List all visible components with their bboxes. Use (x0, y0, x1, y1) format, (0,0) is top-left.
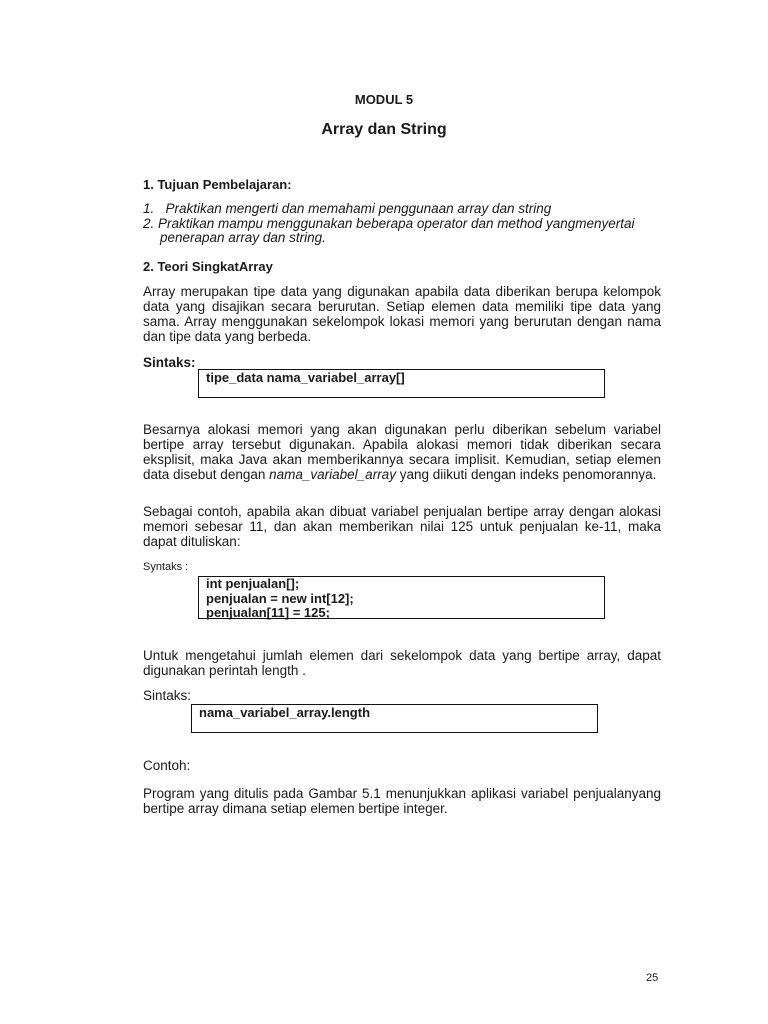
module-label: MODUL 5 (354, 92, 414, 107)
code-box-declaration (198, 369, 605, 398)
paragraph-text: Besarnya alokasi memori yang akan digunakan perlu diberikan sebelum variabel bertipe array tersebut digunakan. Apabila alokasi memori tidak diberikan secara eksplisit, maka Java akan memberikannya secara implisit. Kemudian, setiap elemen data disebut dengan (143, 422, 661, 482)
paragraph-length: Untuk mengetahui jumlah elemen dari sekelompok data yang bertipe array, dapat digunakan perintah length . (143, 648, 661, 678)
page-number: 25 (646, 972, 659, 984)
code-box-example (198, 576, 605, 619)
objective-item-2: 2. Praktikan mampu menggunakan beberapa operator dan method yangmenyertai (143, 215, 635, 231)
objective-item-2-continued: penerapan array dan string. (160, 230, 326, 245)
sintaks-label-3: Sintaks: (143, 688, 192, 703)
objectives-list (143, 202, 635, 246)
paragraph-array-definition: Array merupakan tipe data yang digunakan apabila data diberikan berupa kelompok data yang disajikan secara berurutan. Setiap elemen data memiliki tipe data yang sama. Array menggunakan sekelompok lokasi memori yang berurutan dengan nama dan tipe data yang berbeda. (143, 284, 661, 344)
code-line-3: penjualan[11] = 125; (206, 605, 330, 620)
code-line-1: int penjualan[]; (206, 576, 300, 591)
code-box-length (191, 704, 598, 733)
page-title: Array dan String (321, 121, 447, 138)
code-line-2: penjualan = new int[12]; (206, 590, 354, 606)
paragraph-program-description: Program yang ditulis pada Gambar 5.1 menunjukkan aplikasi variabel penjualanyang bertipe array dimana setiap elemen bertipe integer. (143, 786, 661, 816)
objective-item-1: 1. Praktikan mengerti dan memahami penggunaan array dan string (143, 201, 552, 216)
code-line: nama_variabel_array.length (199, 705, 371, 720)
sintaks-label-1: Sintaks: (143, 355, 196, 370)
paragraph-example: Sebagai contoh, apabila akan dibuat variabel penjualan bertipe array dengan alokasi memori sebesar 11, dan akan memberikan nilai 125 untuk penjualan ke-11, maka dapat dituliskan: (143, 504, 661, 549)
paragraph-tail: yang diikuti dengan indeks penomorannya. (399, 467, 657, 482)
code-line: tipe_data nama_variabel_array[] (206, 370, 405, 385)
contoh-label: Contoh: (143, 758, 191, 773)
section1-heading: 1. Tujuan Pembelajaran: (143, 177, 292, 192)
syntaks-label-2: Syntaks : (143, 561, 189, 573)
paragraph-memory-allocation (143, 422, 661, 482)
section2-heading: 2. Teori SingkatArray (143, 259, 273, 274)
italic-term: nama_variabel_array (269, 467, 396, 482)
